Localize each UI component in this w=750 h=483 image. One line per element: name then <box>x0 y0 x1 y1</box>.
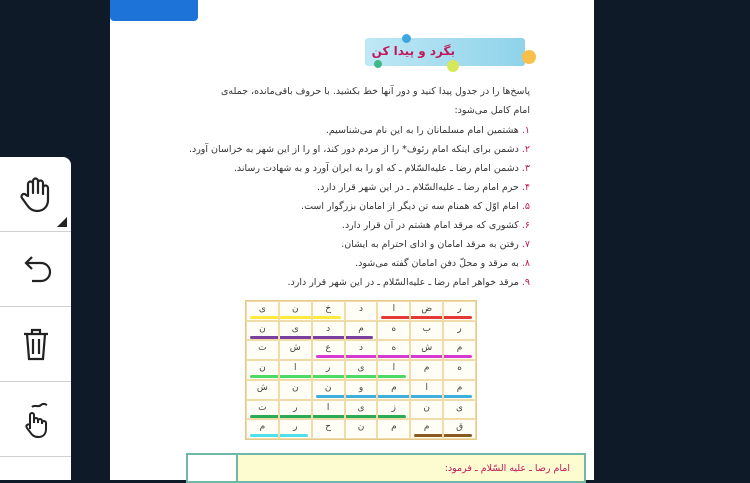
item-text: دشمن برای اینکه امام رئوف* را از مردم دور کند، او را از این شهر به خراسان آورد. <box>188 144 519 155</box>
grid-cell: ا <box>377 301 410 321</box>
grid-cell: ر <box>279 419 312 439</box>
grid-cell: ت <box>246 400 279 420</box>
hand-icon <box>16 174 56 214</box>
undo-button[interactable] <box>0 232 71 307</box>
undo-icon <box>16 249 56 289</box>
hand-tool-button[interactable] <box>0 157 71 232</box>
annotation-toolbar <box>0 157 71 480</box>
item-text: به مرقد و محلّ دفن امامان گفته می‌شود. <box>355 258 519 269</box>
grid-cell: ر <box>312 360 345 380</box>
item-number: ۱. <box>521 125 530 136</box>
item-number: ۷. <box>521 239 530 250</box>
grid-cell: ی <box>345 360 378 380</box>
grid-cell: م <box>410 360 443 380</box>
grid-cell: د <box>345 340 378 360</box>
grid-cell: ن <box>279 301 312 321</box>
grid-cell: ش <box>279 340 312 360</box>
question-item <box>287 277 530 288</box>
grid-cell: ن <box>345 419 378 439</box>
item-text: رفتن به مرقد امامان و ادای احترام به ایشان. <box>341 239 519 250</box>
grid-cell: ق <box>443 419 476 439</box>
grid-cell: ت <box>246 340 279 360</box>
touch-gesture-icon <box>16 399 56 439</box>
item-text: هشتمین امام مسلمانان را به این نام می‌شناسیم. <box>325 125 519 136</box>
section-title: بگرد و پیدا کن <box>365 38 525 66</box>
grid-cell: ه <box>377 340 410 360</box>
grid-cell: ا <box>279 360 312 380</box>
grid-cell: ه <box>377 321 410 341</box>
grid-cell: ن <box>312 380 345 400</box>
grid-cell: ض <box>410 301 443 321</box>
item-number: ۲. <box>521 144 530 155</box>
item-text: امام اوّل که همنام سه تن دیگر از امامان بزرگوار است. <box>301 201 519 212</box>
question-item <box>301 201 530 212</box>
decoration-dot <box>374 60 382 68</box>
grid-cell: ش <box>246 380 279 400</box>
question-item <box>355 258 530 269</box>
item-text: دشمن امام رضا ـ علیه‌السّلام ـ که او را به ایران آورد و به شهادت رساند. <box>233 163 519 174</box>
grid-cell: خ <box>312 301 345 321</box>
grid-cell: م <box>443 340 476 360</box>
grid-cell: د <box>312 321 345 341</box>
grid-cell: ر <box>443 321 476 341</box>
grid-cell: ا <box>312 400 345 420</box>
item-number: ۶. <box>521 220 530 231</box>
item-text: حرم امام رضا ـ علیه‌السّلام ـ در این شهر قرار دارد. <box>317 182 519 193</box>
grid-cell: ن <box>410 400 443 420</box>
touch-gesture-button[interactable] <box>0 382 71 457</box>
grid-cell: ر <box>443 301 476 321</box>
item-number: ۸. <box>521 258 530 269</box>
grid-cell: ن <box>246 321 279 341</box>
grid-cell: د <box>345 301 378 321</box>
grid-cell: م <box>246 419 279 439</box>
grid-cell: ن <box>279 380 312 400</box>
question-item <box>326 125 530 136</box>
grid-cell: م <box>377 419 410 439</box>
grid-cell: و <box>345 380 378 400</box>
grid-cell: ه <box>443 360 476 380</box>
item-text: مرقد خواهر امام رضا ـ علیه‌السّلام ـ در این شهر قرار دارد. <box>287 277 519 288</box>
question-item <box>189 144 530 155</box>
grid-cell: ی <box>279 321 312 341</box>
intro-line-2: امام کامل می‌شود: <box>454 105 530 116</box>
grid-cell: م <box>377 380 410 400</box>
decoration-dot <box>447 60 459 72</box>
delete-button[interactable] <box>0 307 71 382</box>
decoration-dot <box>402 34 411 43</box>
item-text: کشوری که مرقد امام هشتم در آن قرار دارد. <box>341 220 519 231</box>
grid-cell: ن <box>246 360 279 380</box>
item-number: ۹. <box>521 277 530 288</box>
grid-cell: ر <box>279 400 312 420</box>
question-item <box>342 220 530 231</box>
intro-line-1: پاسخ‌ها را در جدول پیدا کنید و دور آنها خط بکشید. با حروف باقی‌مانده، جمله‌ی <box>220 86 530 97</box>
grid-cell: ح <box>312 419 345 439</box>
quote-text: امام رضا ـ علیه السّلام ـ فرمود: <box>444 463 570 474</box>
grid-cell: ی <box>443 400 476 420</box>
decoration-flower <box>522 50 536 64</box>
submenu-indicator <box>57 217 67 227</box>
grid-cell: م <box>410 419 443 439</box>
grid-cell: ا <box>377 360 410 380</box>
question-item <box>317 182 530 193</box>
grid-cell: ش <box>410 340 443 360</box>
grid-cell: م <box>443 380 476 400</box>
grid-cell: ب <box>410 321 443 341</box>
question-item <box>341 239 530 250</box>
trash-icon <box>16 324 56 364</box>
item-number: ۴. <box>521 182 530 193</box>
item-number: ۵. <box>521 201 530 212</box>
grid-cell: ع <box>312 340 345 360</box>
grid-cell: ی <box>345 400 378 420</box>
grid-cell: ا <box>410 380 443 400</box>
item-number: ۳. <box>521 163 530 174</box>
top-button[interactable] <box>110 0 198 21</box>
question-item <box>234 163 530 174</box>
grid-cell: ز <box>377 400 410 420</box>
grid-cell: م <box>345 321 378 341</box>
quote-box <box>186 453 586 483</box>
word-search-grid <box>245 300 477 440</box>
grid-cell: ی <box>246 301 279 321</box>
flower-decoration <box>188 455 238 481</box>
